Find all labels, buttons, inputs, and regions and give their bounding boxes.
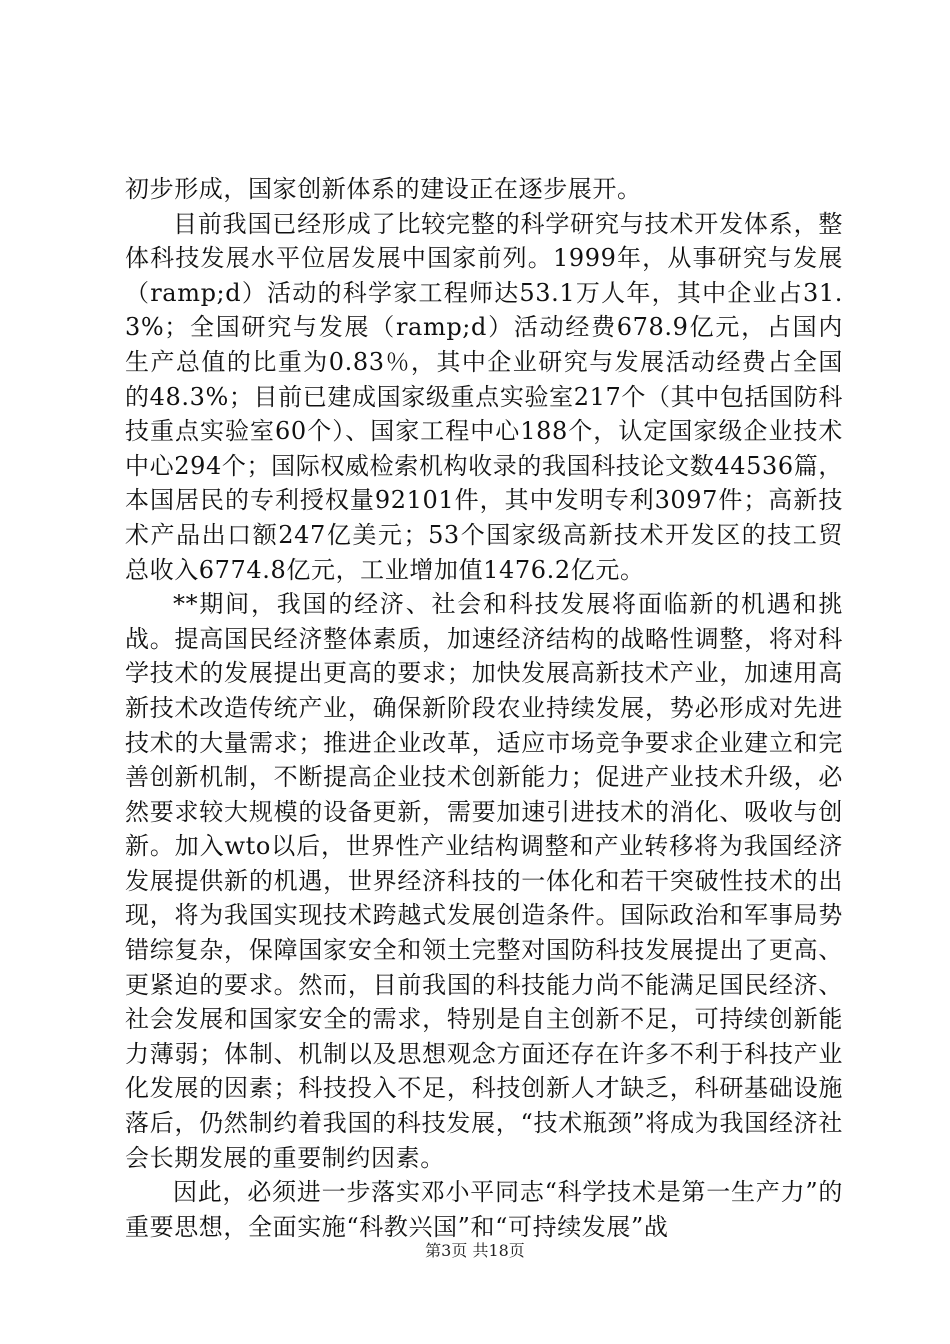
page-number-footer: 第3页 共18页 [425,1241,525,1260]
paragraph-1: 初步形成，国家创新体系的建设正在逐步展开。 [125,175,642,203]
paragraph-3: **期间，我国的经济、社会和科技发展将面临新的机遇和挑战。提高国民经济整体素质，加速经济结构的战略性调整，将对科学技术的发展提出更高的要求；加快发展高新技术产业，加速用高新技术改造传统产业，确保新阶段农业持续发展，势必形成对先进技术的大量需求；推进企业改革，适应市场竞争要求企业建立和完善创新机制，不断提高企业技术创新能力；促进产业技术升级，必然要求较大规模的设备更新，需要加速引进技术的消化、吸收与创新。加入wto以后，世界性产业结构调整和产业转移将为我国经济发展提供新的机遇，世界经济科技的一体化和若干突破性技术的出现，将为我国实现技术跨越式发展创造条件。国际政治和军事局势错综复杂，保障国家安全和领土完整对国防科技发展提出了更高、更紧迫的要求。然而，目前我国的科技能力尚不能满足国民经济、社会发展和国家安全的需求，特别是自主创新不足，可持续创新能力薄弱；体制、机制以及思想观念方面还存在许多不利于科技产业化发展的因素；科技投入不足，科技创新人才缺乏，科研基础设施落后，仍然制约着我国的科技发展，“技术瓶颈”将成为我国经济社会长期发展的重要制约因素。 [125,590,843,1172]
paragraph-4: 因此，必须进一步落实邓小平同志“科学技术是第一生产力”的重要思想，全面实施“科教兴国”和“可持续发展”战 [125,1178,843,1241]
document-body [125,172,843,1244]
paragraph-2: 目前我国已经形成了比较完整的科学研究与技术开发体系，整体科技发展水平位居发展中国家前列。1999年，从事研究与发展（ramp;d）活动的科学家工程师达53.1万人年，其中企业占31.3%；全国研究与发展（ramp;d）活动经费678.9亿元，占国内生产总值的比重为0.83％，其中企业研究与发展活动经费占全国的48.3%；目前已建成国家级重点实验室217个（其中包括国防科技重点实验室60个）、国家工程中心188个，认定国家级企业技术中心294个；国际权威检索机构收录的我国科技论文数44536篇，本国居民的专利授权量92101件，其中发明专利3097件；高新技术产品出口额247亿美元；53个国家级高新技术开发区的技工贸总收入6774.8亿元，工业增加值1476.2亿元。 [125,209,843,584]
